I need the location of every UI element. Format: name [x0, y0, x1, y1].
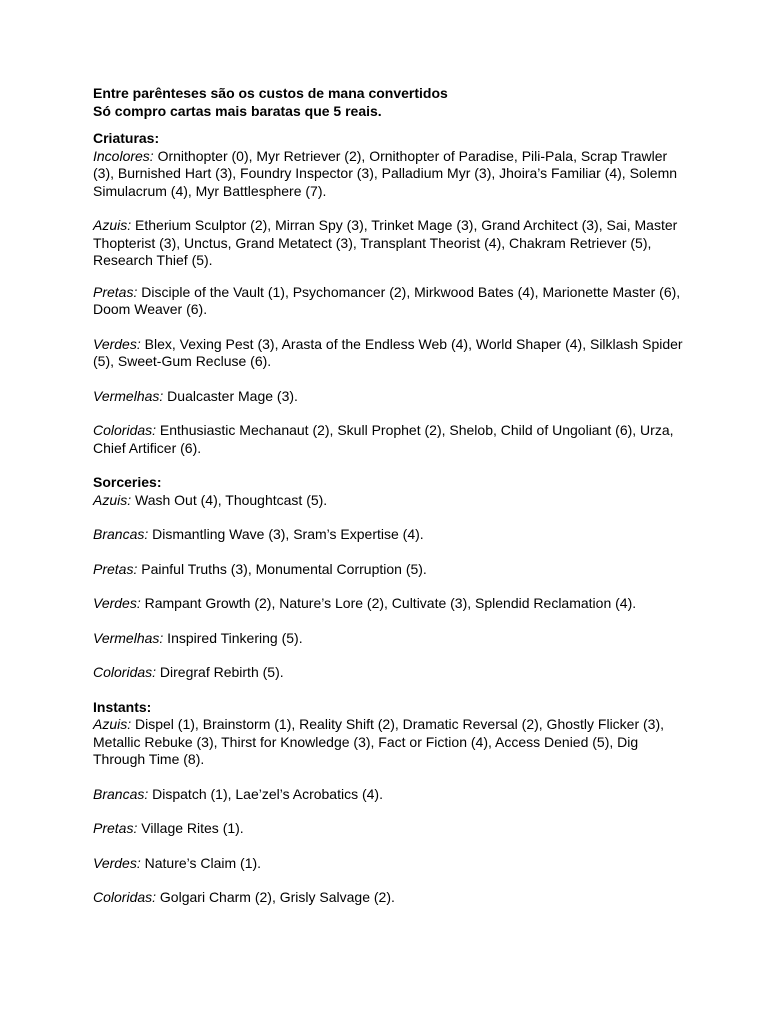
- card-list: Dispatch (1), Lae’zel’s Acrobatics (4).: [148, 785, 383, 802]
- section-instants: [93, 699, 683, 907]
- color-label: Azuis:: [93, 217, 132, 233]
- card-list: Dismantling Wave (3), Sram’s Expertise (4).: [148, 526, 424, 542]
- card-list: Village Rites (1).: [137, 820, 244, 836]
- card-list: Blex, Vexing Pest (3), Arasta of the Endless Web (4), World Shaper (4), Silklash Spider (5), Sweet-Gum Recluse (6).: [93, 335, 683, 369]
- color-label: Azuis:: [93, 716, 132, 732]
- card-list: Disciple of the Vault (1), Psychomancer (2), Mirkwood Bates (4), Marionette Master (6), Doom Weaver (6).: [93, 283, 681, 317]
- card-list: Nature’s Claim (1).: [140, 854, 262, 871]
- color-label: Pretas:: [93, 283, 138, 300]
- card-group: [93, 786, 683, 804]
- card-group: [93, 217, 683, 270]
- color-label: Verdes:: [93, 854, 141, 871]
- card-group: [93, 388, 683, 406]
- card-group: [93, 716, 683, 769]
- card-group: [93, 284, 683, 319]
- card-list: Golgari Charm (2), Grisly Salvage (2).: [156, 889, 395, 905]
- color-label: Verdes:: [93, 335, 141, 352]
- card-group: [93, 664, 683, 682]
- card-group: [93, 492, 683, 510]
- color-label: Coloridas:: [93, 664, 157, 680]
- color-label: Brancas:: [93, 785, 149, 802]
- intro-line: Só compro cartas mais baratas que 5 reais.: [93, 102, 382, 119]
- card-group: [93, 526, 683, 544]
- card-group: [93, 820, 683, 838]
- card-list: Rampant Growth (2), Nature’s Lore (2), Cultivate (3), Splendid Reclamation (4).: [140, 595, 637, 611]
- card-list: Painful Truths (3), Monumental Corruption (5).: [137, 560, 427, 577]
- card-group: [93, 630, 683, 648]
- color-label: Coloridas:: [93, 889, 157, 905]
- card-group: [93, 855, 683, 873]
- section-sorceries: [93, 474, 683, 682]
- card-group: [93, 595, 683, 613]
- color-label: Incolores:: [93, 147, 154, 164]
- card-group: [93, 889, 683, 907]
- card-list: Dualcaster Mage (3).: [163, 387, 298, 404]
- color-label: Brancas:: [93, 526, 149, 542]
- card-group: [93, 148, 683, 201]
- color-label: Pretas:: [93, 820, 138, 836]
- card-list: Wash Out (4), Thoughtcast (5).: [131, 491, 328, 508]
- card-list: Diregraf Rebirth (5).: [156, 664, 284, 680]
- card-list: Dispel (1), Brainstorm (1), Reality Shift (2), Dramatic Reversal (2), Ghostly Flicker (3), Metallic Rebuke (3), Thirst for Knowledge (3), Fact or Fiction (4), Access Denied (5), Dig Through Time (8).: [93, 716, 665, 767]
- section-title: Instants:: [93, 698, 152, 715]
- card-list: Inspired Tinkering (5).: [163, 629, 303, 646]
- section-title: Criaturas:: [93, 130, 160, 146]
- card-group: [93, 422, 683, 457]
- section-criaturas: [93, 130, 683, 457]
- color-label: Coloridas:: [93, 422, 157, 438]
- color-label: Vermelhas:: [93, 629, 164, 646]
- intro-block: [93, 85, 683, 120]
- card-list: Etherium Sculptor (2), Mirran Spy (3), Trinket Mage (3), Grand Architect (3), Sai, Master Thopterist (3), Unctus, Grand Metatect (3), Transplant Theorist (4), Chakram Retriever (5), Research Thief (5).: [93, 217, 678, 268]
- section-title: Sorceries:: [93, 474, 162, 490]
- color-label: Azuis:: [93, 491, 132, 508]
- card-group: [93, 336, 683, 371]
- card-list: Ornithopter (0), Myr Retriever (2), Ornithopter of Paradise, Pili-Pala, Scrap Trawler (3), Burnished Hart (3), Foundry Inspector (3), Palladium Myr (3), Jhoira’s Familiar (4), Solemn Simulacrum (4), Myr Battlesphere (7).: [93, 147, 678, 199]
- color-label: Verdes:: [93, 595, 141, 611]
- color-label: Vermelhas:: [93, 387, 164, 404]
- intro-line: Entre parênteses são os custos de mana convertidos: [93, 85, 448, 101]
- document-page: [93, 85, 683, 924]
- card-group: [93, 561, 683, 579]
- card-list: Enthusiastic Mechanaut (2), Skull Prophet (2), Shelob, Child of Ungoliant (6), Urza, Chief Artificer (6).: [93, 422, 674, 456]
- color-label: Pretas:: [93, 560, 138, 577]
